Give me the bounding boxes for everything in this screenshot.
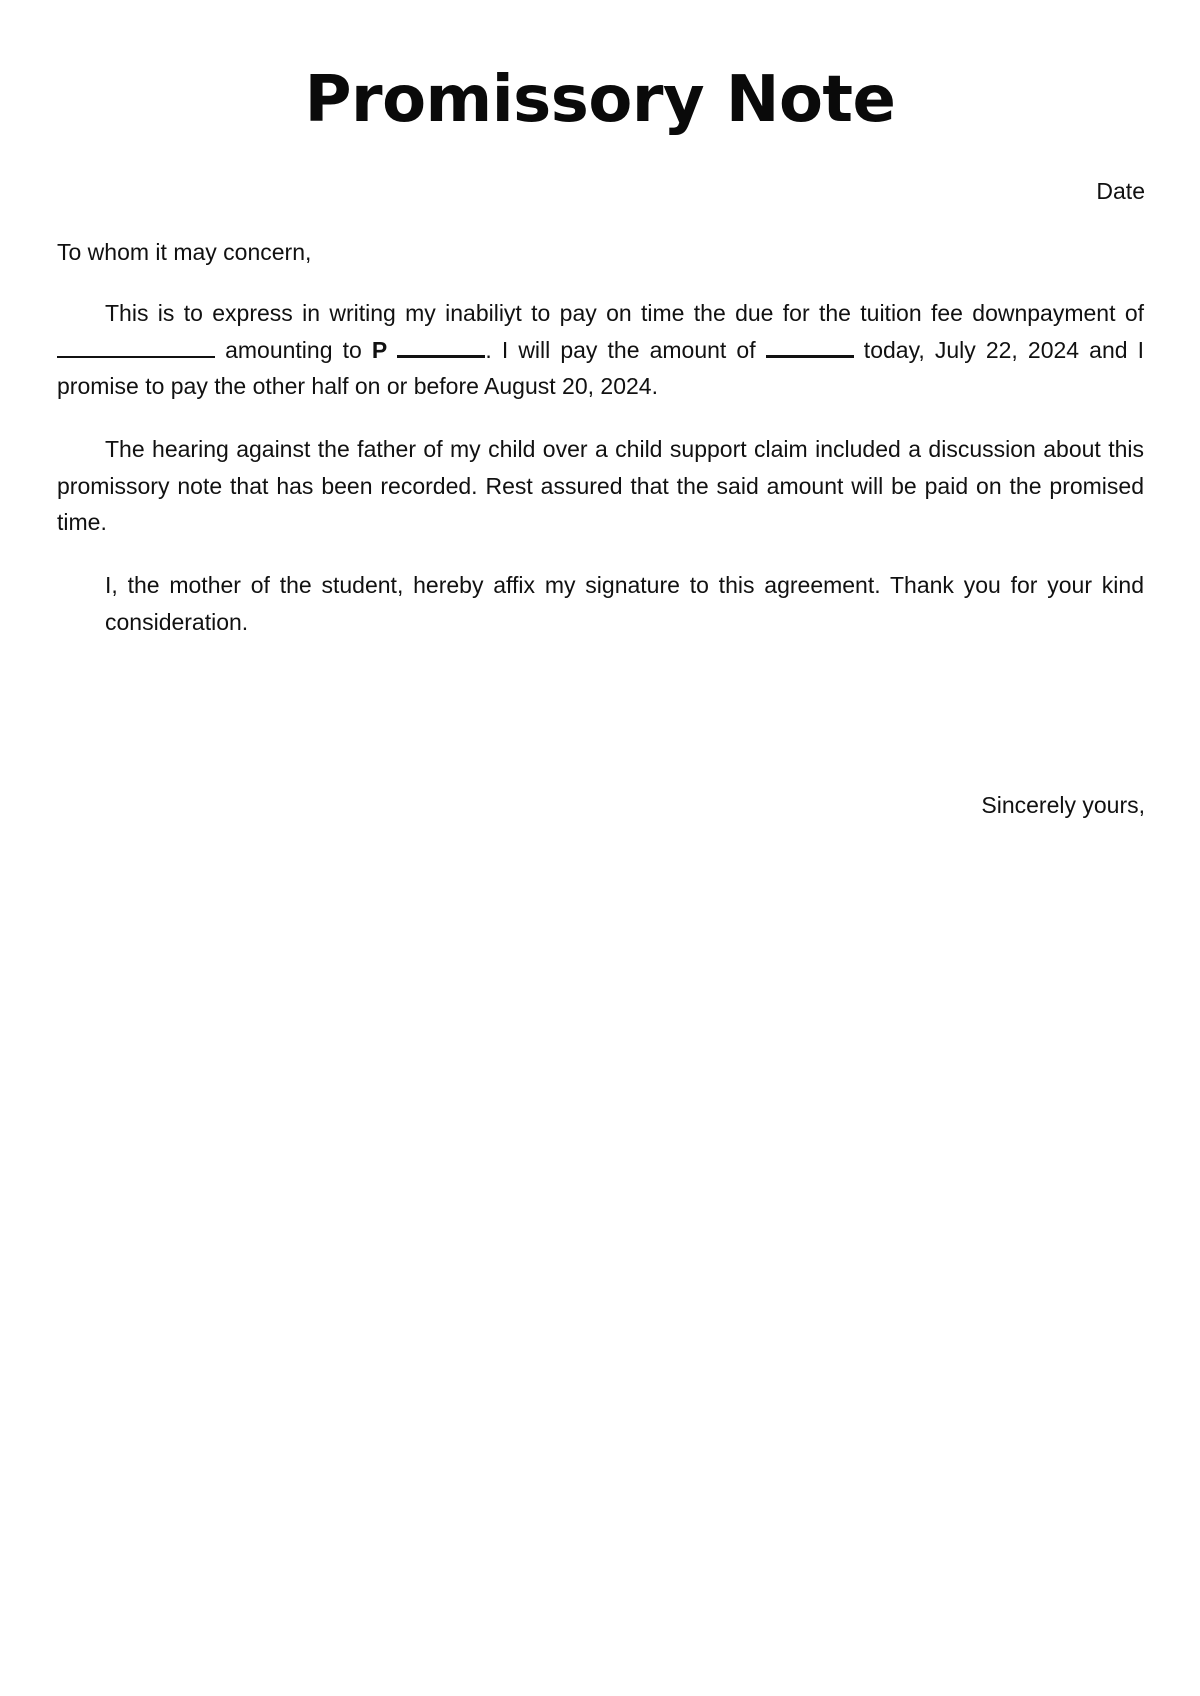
greeting: To whom it may concern, bbox=[57, 239, 312, 265]
downpayment-blank bbox=[57, 336, 215, 358]
paragraph-payment-text-4: today, July 22, 2024 and I promise to pay the other half on or before August 20, 2024. bbox=[57, 336, 1145, 399]
closing: Sincerely yours, bbox=[981, 792, 1145, 818]
paragraph-hearing: The hearing against the father of my child over a child support claim included a discussion about this promissory note that has been recorded. Rest assured that the said amount will be paid on the promised time. bbox=[57, 436, 1144, 535]
paragraph-signature: I, the mother of the student, hereby affix my signature to this agreement. Thank you for your kind consideration. bbox=[105, 572, 1144, 635]
date-label: Date bbox=[1096, 178, 1145, 204]
paragraph-payment-text-1: This is to express in writing my inabiliyt to pay on time the due for the tuition fee downpayment of bbox=[105, 300, 1144, 326]
document-title: Promissory Note bbox=[304, 63, 896, 137]
amount-blank bbox=[397, 335, 485, 358]
paragraph-payment bbox=[57, 295, 1144, 405]
paragraph-payment-text-2: amounting to bbox=[215, 336, 372, 363]
paragraph-payment-text-3: . I will pay the amount of bbox=[485, 336, 766, 363]
partial-amount-blank bbox=[766, 335, 854, 358]
currency-symbol: P bbox=[371, 336, 388, 363]
